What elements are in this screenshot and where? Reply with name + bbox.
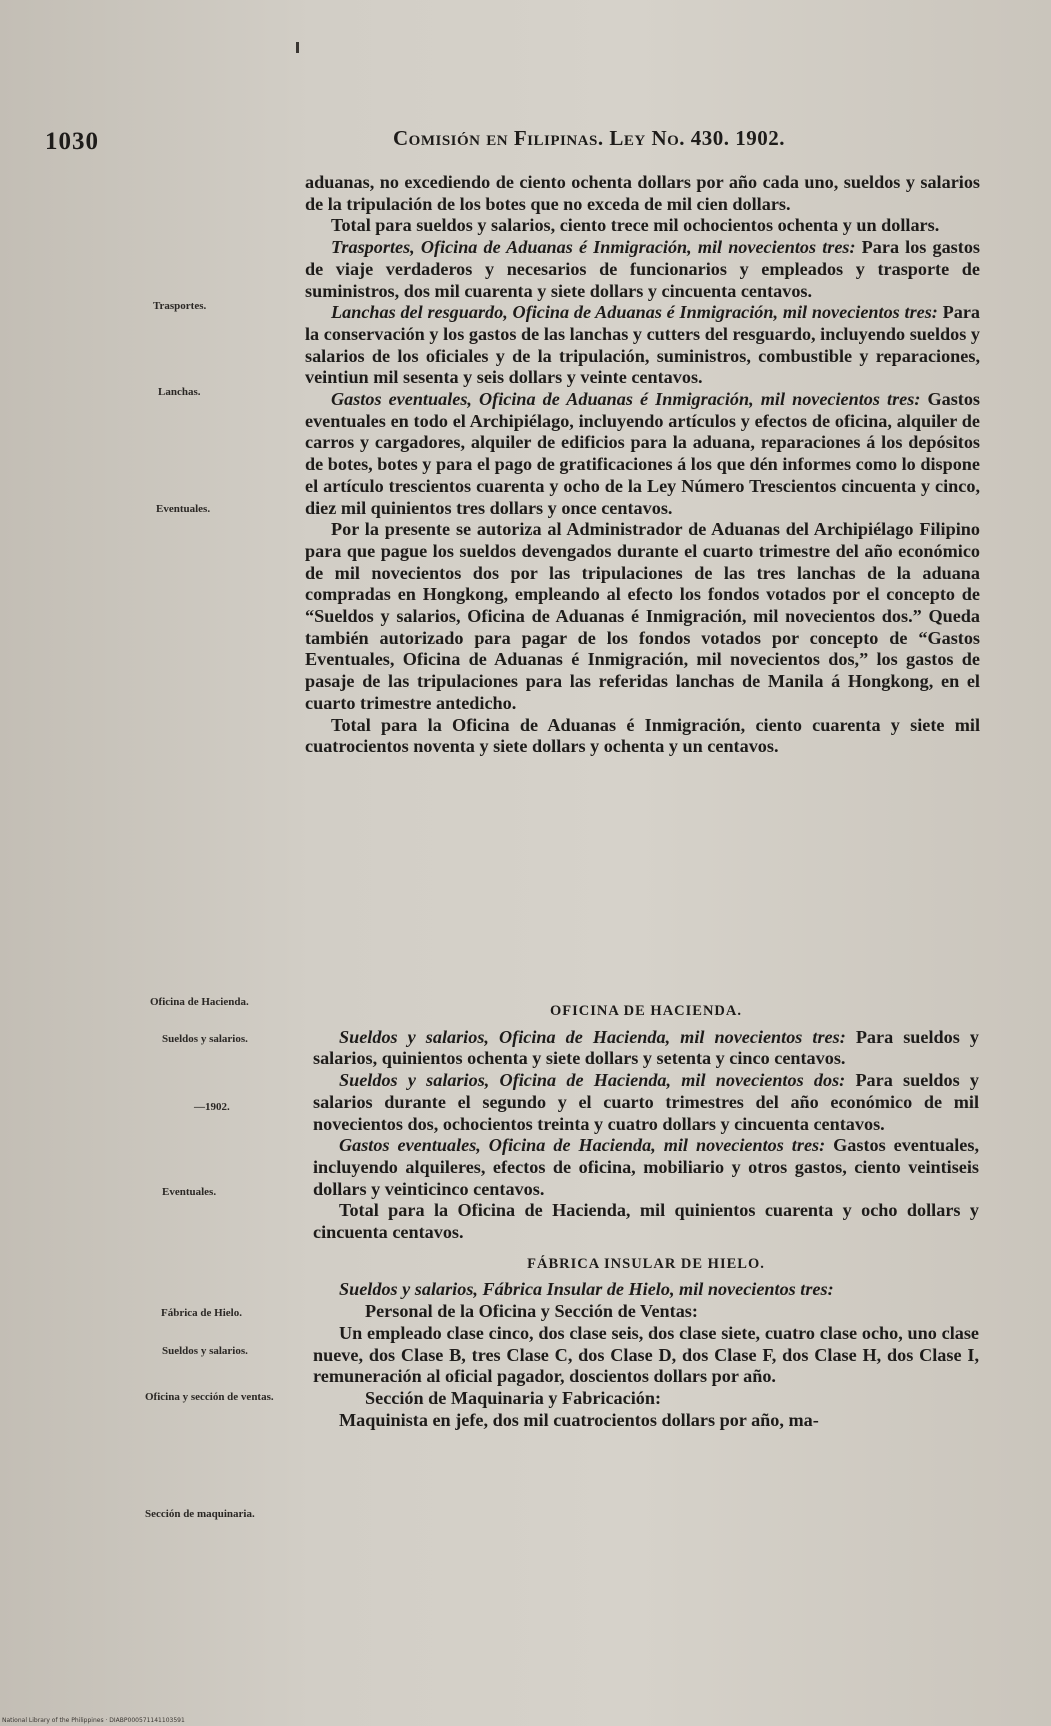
margin-note-sueldos-salarios: Sueldos y salarios.: [162, 1033, 248, 1045]
margin-note-eventuales-hacienda: Eventuales.: [162, 1186, 217, 1198]
paragraph-total-hacienda: Total para la Oficina de Hacienda, mil quinientos cuarenta y ocho dollars y cincuenta centavos.: [313, 1200, 979, 1243]
margin-note-trasportes: Trasportes.: [153, 300, 207, 312]
subheading-oficina-ventas: Personal de la Oficina y Sección de Ventas:: [365, 1301, 698, 1322]
margin-note-fabrica-hielo: Fábrica de Hielo.: [161, 1307, 242, 1319]
margin-note-lanchas: Lanchas.: [158, 386, 201, 398]
paragraph-gastos-eventuales: [305, 389, 980, 519]
paragraph-gastos-hacienda: [313, 1135, 979, 1200]
paragraph-aduanas-continuation: aduanas, no excediendo de ciento ochenta dollars por año cada uno, sueldos y salarios de la tripulación de los botes que no exceda de mil cien dollars.: [305, 172, 980, 214]
page-number: 1030: [45, 128, 99, 155]
sueldos-hacienda-1903-text: Para sueldos y salarios, quinientos ochenta y siete dollars y setenta y cinco centavos.: [313, 1026, 979, 1069]
paragraph-personal-ventas: Un empleado clase cinco, dos clase seis, dos clase siete, cuatro clase ocho, uno clase nueve, dos Clase B, tres Clase C, dos Clase D, dos Clase F, dos Clase H, dos Clase I, remuneración al oficial pagador, doscientos dollars por año.: [313, 1322, 979, 1387]
heading-oficina-hacienda: OFICINA DE HACIENDA.: [549, 1003, 742, 1019]
paragraph-total-aduanas: Total para la Oficina de Aduanas é Inmigración, ciento cuarenta y siete mil cuatrocientos noventa y siete dollars y ochenta y un centavos.: [305, 714, 980, 757]
running-head: Comisión en Filipinas. Ley No. 430. 1902.: [393, 126, 786, 150]
lanchas-text: Para la conservación y los gastos de las lanchas y cutters del resguardo, incluyendo sueldos y salarios de los oficiales y de la tripulación, suministros, combustible y reparaciones, veintiun mil sesenta y seis dollars y veinte centavos.: [305, 302, 981, 388]
paragraph-autorizacion: Por la presente se autoriza al Administrador de Aduanas del Archipiélago Filipino para que pague los sueldos devengados durante el cuarto trimestre del año económico de mil novecientos dos por las tripulaciones de las tres lanchas de la aduana compradas en Hongkong, empleando al efecto los fondos votados por el concepto de “Sueldos y salarios, Oficina de Aduanas é Inmigración, mil novecientos dos.” Queda también autorizado para pagar de los fondos votados por concepto de “Gastos Eventuales, Oficina de Aduanas é Inmigración, mil novecientos dos,” los gastos de pasaje de las tripulaciones para las referidas lanchas de Manila á Hongkong, en el cuarto trimestre antedicho.: [305, 519, 980, 713]
margin-note-oficina-ventas: Oficina y sección de ventas.: [145, 1391, 274, 1403]
section-aduanas: [305, 172, 980, 758]
section-hacienda-fabrica: [313, 995, 979, 1431]
scan-footer: National Library of the Philippines · DIABP000571141103591: [2, 1717, 185, 1724]
sueldos-hacienda-1902-text: Para sueldos y salarios durante el segundo y el cuarto trimestres del año económico de mil novecientos dos, ochocientos treinta y cuatro dollars y cincuenta centavos.: [313, 1070, 979, 1134]
heading-fabrica-hielo: FÁBRICA INSULAR DE HIELO.: [527, 1255, 765, 1272]
paragraph-lanchas: [305, 302, 980, 389]
lanchas-title: Lanchas del resguardo, Oficina de Aduanas é Inmigración, mil novecientos tres:: [331, 302, 938, 323]
paragraph-total-sueldos: Total para sueldos y salarios, ciento trece mil ochocientos ochenta y un dollars.: [331, 215, 940, 236]
paragraph-sueldos-hacienda-1902: [313, 1070, 979, 1135]
gastos-hacienda-text: Gastos eventuales, incluyendo alquileres, efectos de oficina, mobiliario y otros gastos, ciento veintiseis dollars y veinticinco centavos.: [313, 1135, 980, 1199]
sueldos-hacienda-1903-title: Sueldos y salarios, Oficina de Hacienda, mil novecientos tres:: [339, 1026, 846, 1047]
paragraph-sueldos-hacienda-1903: [313, 1027, 979, 1070]
trasportes-title: Trasportes, Oficina de Aduanas é Inmigración, mil novecientos tres:: [331, 237, 856, 258]
margin-note-year: —1902.: [194, 1101, 230, 1113]
margin-note-eventuales: Eventuales.: [156, 503, 211, 515]
gastos-eventuales-text: Gastos eventuales en todo el Archipiélago, incluyendo artículos y efectos de oficina, alquiler de carros y cargadores, alquiler de edificios para la aduana, reparaciones á los depósitos de botes, botes y para el pago de gratificaciones á los que dén informes como lo dispone el artículo trescientos cuarenta y ocho de la Ley Número Trescientos cincuenta y cinco, diez mil quinientos tres dollars y once centavos.: [305, 389, 981, 518]
subheading-maquinaria: Sección de Maquinaria y Fabricación:: [365, 1387, 662, 1408]
margin-note-oficina-hacienda: Oficina de Hacienda.: [150, 996, 249, 1008]
sueldos-hacienda-1902-title: Sueldos y salarios, Oficina de Hacienda, mil novecientos dos:: [339, 1070, 846, 1091]
ink-mark: [296, 42, 299, 53]
margin-note-seccion-maquinaria: Sección de maquinaria.: [145, 1508, 255, 1520]
gastos-hacienda-title: Gastos eventuales, Oficina de Hacienda, mil novecientos tres:: [339, 1135, 826, 1156]
gastos-eventuales-title: Gastos eventuales, Oficina de Aduanas é Inmigración, mil novecientos tres:: [331, 389, 921, 410]
margin-note-sueldos-fabrica: Sueldos y salarios.: [162, 1345, 248, 1357]
sueldos-fabrica-title: Sueldos y salarios, Fábrica Insular de Hielo, mil novecientos tres:: [339, 1279, 834, 1300]
paragraph-trasportes: [305, 237, 980, 302]
paragraph-sueldos-fabrica: [313, 1279, 979, 1301]
paragraph-maquinista: Maquinista en jefe, dos mil cuatrocientos dollars por año, ma-: [339, 1409, 819, 1430]
trasportes-text: Para los gastos de viaje verdaderos y necesarios de funcionarios y empleados y trasporte de suministros, dos mil cuarenta y siete dollars y cincuenta centavos.: [305, 237, 980, 301]
